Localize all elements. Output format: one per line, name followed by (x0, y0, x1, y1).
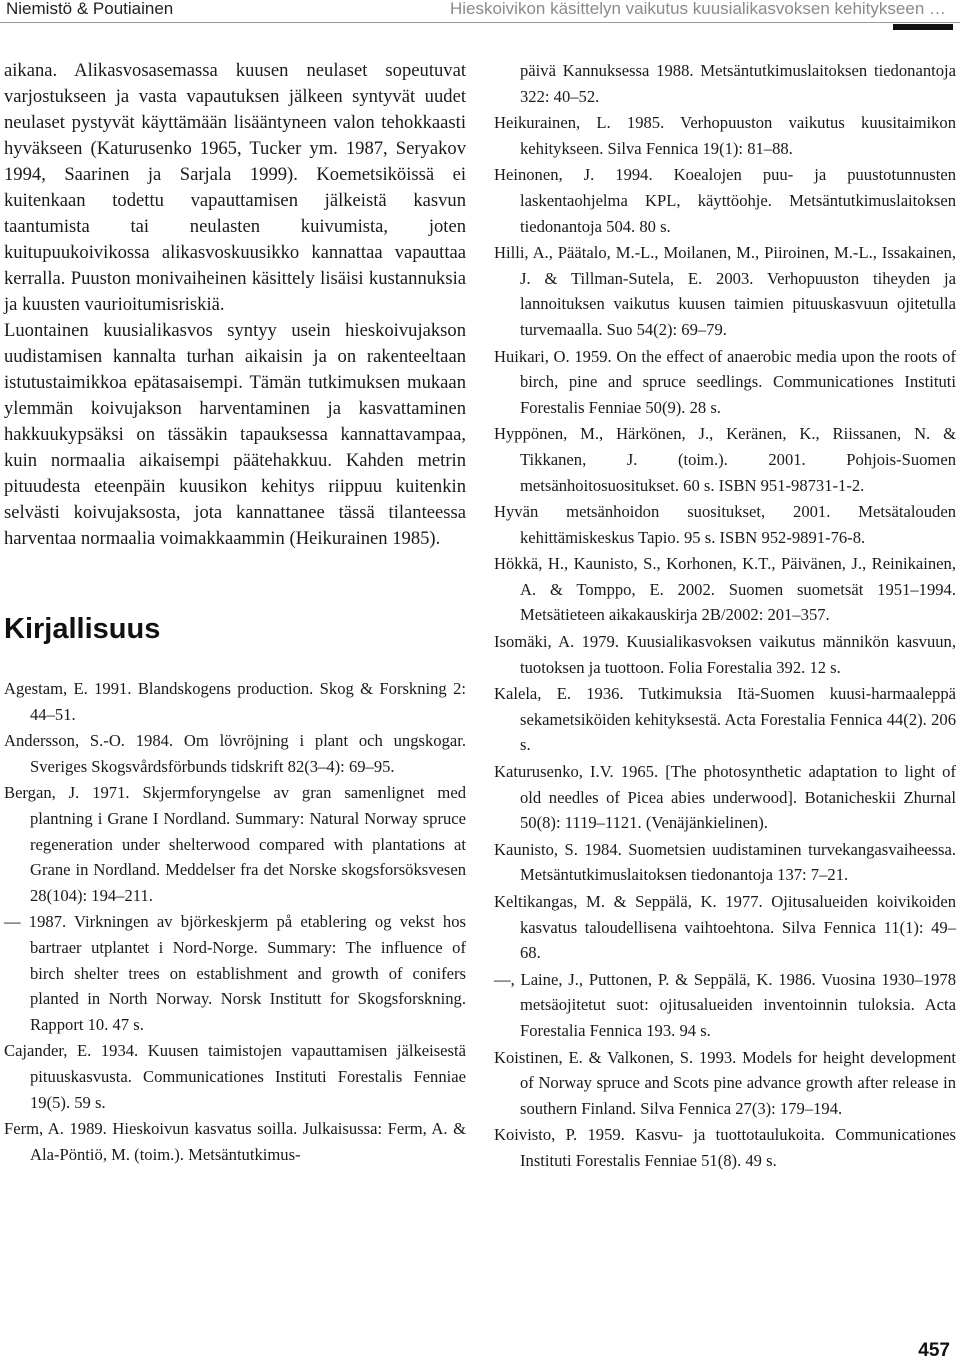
reference-entry: Isomäki, A. 1979. Kuusialikasvoksen vaikutus männikön kasvuun, tuotoksen ja tuottoon. Folia Forestalia 392. 12 s. (494, 632, 956, 677)
reference-entry: Cajander, E. 1934. Kuusen taimistojen vapauttamisen jälkeisestä pituuskasvusta. Communicationes Instituti Forestalis Fenniae 19(5). 59 s. (4, 1041, 466, 1112)
body-paragraph: Luontainen kuusialikasvos syntyy usein hieskoivujakson uudistamisen kannalta turhan aikaisin ja on rakenteeltaan istutustaimikkoa epätasaisempi. Tämän tutkimuksen mukaan ylemmän koivujakson harventaminen ja kasvattaminen hakkuukypsäksi on tässäkin tapauksessa kannattavampaa, kuin normaalia aikaisempi päätehakkuu. Kahden metrin pituudesta eteenpäin kuusikon kehitys riippuu kuitenkin selvästi koivujaksosta, jota kannattanee tässä tilanteessa harventaa normaalia voimakkaammin (Heikurainen 1985). (4, 320, 466, 549)
reference-entry: Huikari, O. 1959. On the effect of anaerobic media upon the roots of birch, pine and spruce seedlings. Communicationes Instituti Forestalis Fenniae 50(9). 28 s. (494, 346, 956, 417)
reference-list-left (4, 676, 466, 1167)
reference-entry: Koivisto, P. 1959. Kasvu- ja tuottotaulukoita. Communicationes Instituti Forestalis Fenniae 51(8). 49 s. (494, 1125, 956, 1170)
reference-entry: Kalela, E. 1936. Tutkimuksia Itä-Suomen kuusi-harmaaleppä sekametsiköiden kehityksestä. Acta Forestalia Fennica 44(2). 206 s. (494, 684, 956, 755)
body-paragraph: aikana. Alikasvosasemassa kuusen neulaset sopeutuvat varjostukseen ja vasta vapautuksen jälkeen syntyvät uudet neulaset pystyvät käyttämään lisääntyneen valon tehokkaasti hyväkseen (Katurusenko 1965, Tucker ym. 1987, Seryakov 1994, Saarinen ja Sarjala 1999). Koemetsiköissä ei kuitenkaan todettu vapauttamisen jälkeistä kasvun taantumista tai neulasten kuivumista, joten kuitupuukoivikossa alikasvoskuusikko kannattaa vapauttaa kerralla. Puuston monivaiheinen käsittely lisäisi kustannuksia ja kuusten vaurioitumisriskiä. (4, 60, 466, 315)
reference-entry: Hyvän metsänhoidon suositukset, 2001. Metsätalouden kehittämiskeskus Tapio. 95 s. ISBN 952-9891-76-8. (494, 502, 956, 547)
reference-entry: Koistinen, E. & Valkonen, S. 1993. Models for height development of Norway spruce and Scots pine advance growth after release in southern Finland. Silva Fennica 27(3): 179–194. (494, 1047, 956, 1118)
reference-entry: Heikurainen, L. 1985. Verhopuuston vaikutus kuusitaimikon kehitykseen. Silva Fennica 19(1): 81–88. (494, 113, 956, 158)
header-article-title: Hieskoivikon käsittelyn vaikutus kuusialikasvoksen kehitykseen … (449, 0, 946, 18)
reference-entry: Heinonen, J. 1994. Koealojen puu- ja puustotunnusten laskentaohjelma KPL, käyttöohje. Metsäntutkimuslaitoksen tiedonantoja 504. 80 s. (494, 165, 956, 236)
body-text (4, 58, 466, 552)
reference-entry: Andersson, S.-O. 1984. Om lövröjning i plant och ungskogar. Sveriges Skogsvårdsförbunds tidskrift 82(3–4): 69–95. (4, 731, 466, 776)
reference-list-right (494, 58, 956, 1174)
page-number: 457 (918, 1340, 950, 1361)
reference-entry: Hilli, A., Päätalo, M.-L., Moilanen, M., Piiroinen, M.-L., Issakainen, J. & Tillman-Sutela, E. 2003. Verhopuuston tiheyden ja lannoituksen vaikutus kuusen taimien pituuskasvuun ojitetulla turvemaalla. Suo 54(2): 69–79. (494, 243, 956, 339)
reference-entry: Kaunisto, S. 1984. Suometsien uudistaminen turvekangasvaiheessa. Metsäntutkimuslaitoksen tiedonantoja 137: 7–21. (494, 839, 956, 885)
reference-entry: Hyppönen, M., Härkönen, J., Keränen, K., Riissanen, N. & Tikkanen, J. (toim.). 2001. Pohjois-Suomen metsänhoitosuositukset. 60 s. ISBN 951-98731-1-2. (494, 424, 956, 495)
header-authors: Niemistö & Poutiainen (6, 0, 174, 18)
reference-entry: — 1987. Virkningen av björkeskjerm på etablering og vekst hos bartraer utplantet i Nord-Norge. Summary: The influence of birch shelter trees on establishment and growth of conifers planted in North Norway. Norsk Institutt for Skogsforskning. Rapport 10. 47 s. (4, 912, 466, 1034)
left-column (4, 58, 466, 1168)
header-divider (0, 22, 960, 23)
reference-entry: Agestam, E. 1991. Blandskogens production. Skog & Forskning 2: 44–51. (4, 679, 466, 724)
reference-entry-continued: päivä Kannuksessa 1988. Metsäntutkimuslaitoksen tiedonantoja 322: 40–52. (520, 61, 956, 106)
section-heading: Kirjallisuus (4, 613, 161, 645)
reference-entry: —, Laine, J., Puttonen, P. & Seppälä, K. 1986. Vuosina 1930–1978 metsäojitetut suot: ojitusalueiden inventoinnin tuloksia. Acta Forestalia Fennica 193. 94 s. (494, 969, 956, 1040)
reference-entry: Katurusenko, I.V. 1965. [The photosynthetic adaptation to light of old needles of Picea abies underwood]. Botanicheskii Zhurnal 50(8): 1119–1121. (Venäjänkielinen). (494, 762, 956, 833)
header-marker-bar (893, 24, 953, 30)
reference-entry: Ferm, A. 1989. Hieskoivun kasvatus soilla. Julkaisussa: Ferm, A. & Ala-Pöntiö, M. (toim.). Metsäntutkimus- (4, 1119, 466, 1164)
reference-entry: Bergan, J. 1971. Skjermforyngelse av gran samenlignet med plantning i Grane I Nordland. Summary: Natural Norway spruce regeneration under shelterwood compared with plantations at Grane in Nordland. Meddelser fra det Norske skogsforsöksvesen 28(104): 194–211. (4, 783, 466, 905)
reference-entry: Keltikangas, M. & Seppälä, K. 1977. Ojitusalueiden koivikoiden kasvatus taloudellisena vaihtoehtona. Silva Fennica 11(1): 49–68. (494, 892, 956, 963)
running-header (0, 0, 960, 30)
reference-entry: Hökkä, H., Kaunisto, S., Korhonen, K.T., Päivänen, J., Reinikainen, A. & Tomppo, E. 2002. Suomen suometsät 1951–1994. Metsätieteen aikakauskirja 2B/2002: 201–357. (494, 554, 956, 625)
right-column (494, 58, 956, 1175)
